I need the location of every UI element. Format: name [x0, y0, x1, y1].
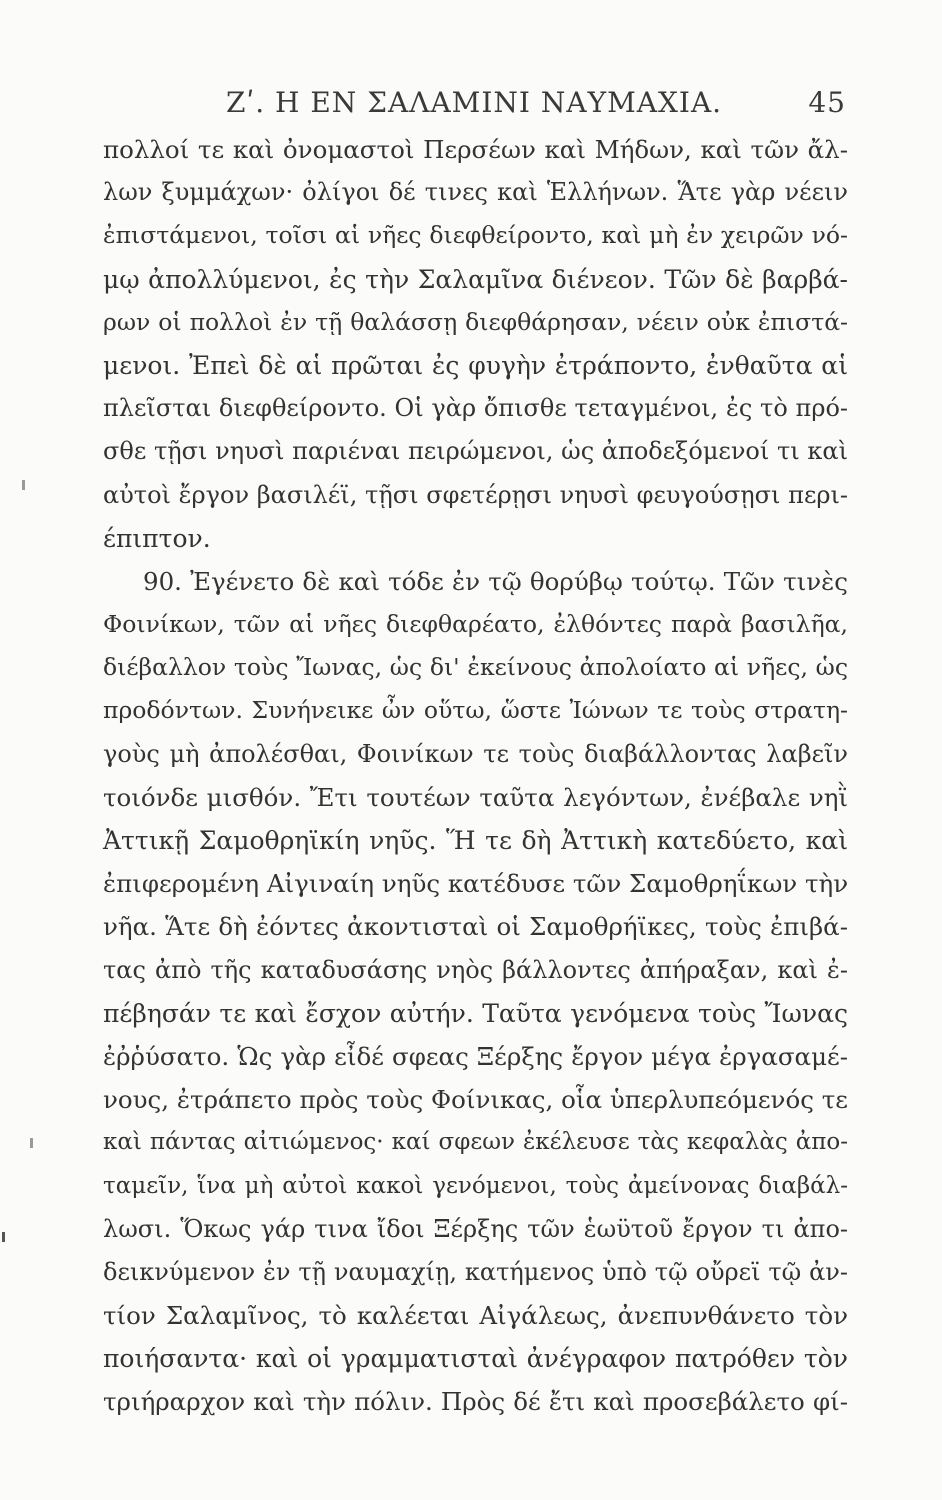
text-line: μῳ ἀπολλύμενοι, ἐς τὴν Σαλαμῖνα διένεον. Τῶν δὲ βαρβά-: [103, 264, 848, 294]
text-line: ἐπιφερομένη Αἰγιναίη νηῦς κατέδυσε τῶν Σαμοθρηΐκων τὴν: [103, 869, 849, 899]
section-start-line: 90. Ἐγένετο δὲ καὶ τόδε ἐν τῷ θορύβῳ τούτῳ. Τῶν τινὲς: [143, 566, 848, 596]
text-line: καὶ πάντας αἰτιώμενος· καί σφεων ἐκέλευσε τὰς κεφαλὰς ἀπο-: [103, 1129, 848, 1156]
text-line: ρων οἱ πολλοὶ ἐν τῇ θαλάσσῃ διεφθάρησαν, νέειν οὐκ ἐπιστά-: [103, 307, 848, 336]
text-line: ἐῤῥύσατο. Ὡς γὰρ εἶδέ σφεας Ξέρξης ἔργον μέγα ἐργασαμέ-: [103, 1041, 848, 1071]
text-line: τριήραρχον καὶ τὴν πόλιν. Πρὸς δέ ἔτι καὶ προσεβάλετο φί-: [103, 1387, 848, 1417]
text-line: Ἀττικῇ Σαμοθρηϊκίη νηῦς. Ἥ τε δὴ Ἀττικὴ κατεδύετο, καὶ: [103, 826, 848, 855]
text-line: τοιόνδε μισθόν. Ἔτι τουτέων ταῦτα λεγόντων, ἐνέβαλε νηῒ: [103, 782, 848, 812]
margin-speck: [22, 480, 25, 490]
text-line: δεικνύμενον ἐν τῇ ναυμαχίῃ, κατήμενος ὑπὸ τῷ οὔρεϊ τῷ ἀν-: [103, 1257, 848, 1286]
text-line: ἐπιστάμενοι, τοῖσι αἱ νῆες διεφθείροντο, καὶ μὴ ἐν χειρῶν νό-: [103, 221, 848, 250]
text-line: διέβαλλον τοὺς Ἴωνας, ὡς δι' ἐκείνους ἀπολοίατο αἱ νῆες, ὡς: [103, 653, 848, 682]
text-line: τας ἀπὸ τῆς καταδυσάσης νηὸς βάλλοντες ἀπήραξαν, καὶ ἐ-: [103, 955, 848, 984]
chapter-title: Ζʹ. Η ΕΝ ΣΑΛΑΜΙΝΙ ΝΑΥΜΑΧΙΑ.: [226, 86, 723, 119]
page-number: 45: [808, 86, 846, 119]
text-line: νους, ἐτράπετο πρὸς τοὺς Φοίνικας, οἷα ὑπερλυπεόμενός τε: [103, 1085, 848, 1115]
text-line: τίον Σαλαμῖνος, τὸ καλέεται Αἰγάλεως, ἀνεπυνθάνετο τὸν: [103, 1301, 848, 1331]
text-line: αὐτοὶ ἔργον βασιλέϊ, τῇσι σφετέρῃσι νηυσὶ φευγούσῃσι περι-: [103, 480, 848, 509]
text-line: πολλοί τε καὶ ὀνομαστοὶ Περσέων καὶ Μήδων, καὶ τῶν ἄλ-: [103, 135, 848, 164]
margin-speck: [2, 1232, 5, 1242]
margin-speck: [30, 1138, 33, 1148]
body-text: [103, 128, 848, 1424]
text-line: γοὺς μὴ ἀπολέσθαι, Φοινίκων τε τοὺς διαβάλλοντας λαβεῖν: [103, 739, 848, 768]
text-line: πλεῖσται διεφθείροντο. Οἱ γὰρ ὄπισθε τεταγμένοι, ἐς τὸ πρό-: [103, 394, 848, 423]
text-line: προδόντων. Συνήνεικε ὦν οὕτω, ὥστε Ἰώνων τε τοὺς στρατη-: [103, 696, 848, 725]
text-line: Φοινίκων, τῶν αἱ νῆες διεφθαρέατο, ἐλθόντες παρὰ βασιλῆα,: [103, 610, 848, 639]
text-line: νῆα. Ἅτε δὴ ἐόντες ἀκοντισταὶ οἱ Σαμοθρήϊκες, τοὺς ἐπιβά-: [103, 912, 848, 942]
text-line: σθε τῇσι νηυσὶ παριέναι πειρώμενοι, ὡς ἀποδεξόμενοί τι καὶ: [103, 437, 848, 466]
text-line: λων ξυμμάχων· ὀλίγοι δέ τινες καὶ Ἑλλήνων. Ἅτε γὰρ νέειν: [103, 178, 848, 207]
text-line: λωσι. Ὅκως γάρ τινα ἴδοι Ξέρξης τῶν ἑωϋτοῦ ἔργον τι ἀπο-: [103, 1214, 848, 1243]
text-line: πέβησάν τε καὶ ἔσχον αὐτήν. Ταῦτα γενόμενα τοὺς Ἴωνας: [103, 998, 848, 1028]
text-line: έπιπτον.: [103, 523, 211, 553]
text-line: ταμεῖν, ἵνα μὴ αὐτοὶ κακοὶ γενόμενοι, τοὺς ἀμείνονας διαβάλ-: [103, 1172, 848, 1199]
text-line: μενοι. Ἐπεὶ δὲ αἱ πρῶται ἐς φυγὴν ἐτράποντο, ἐνθαῦτα αἱ: [103, 350, 848, 380]
running-head: [226, 86, 846, 126]
text-line: ποιήσαντα· καὶ οἱ γραμματισταὶ ἀνέγραφον πατρόθεν τὸν: [103, 1344, 848, 1374]
